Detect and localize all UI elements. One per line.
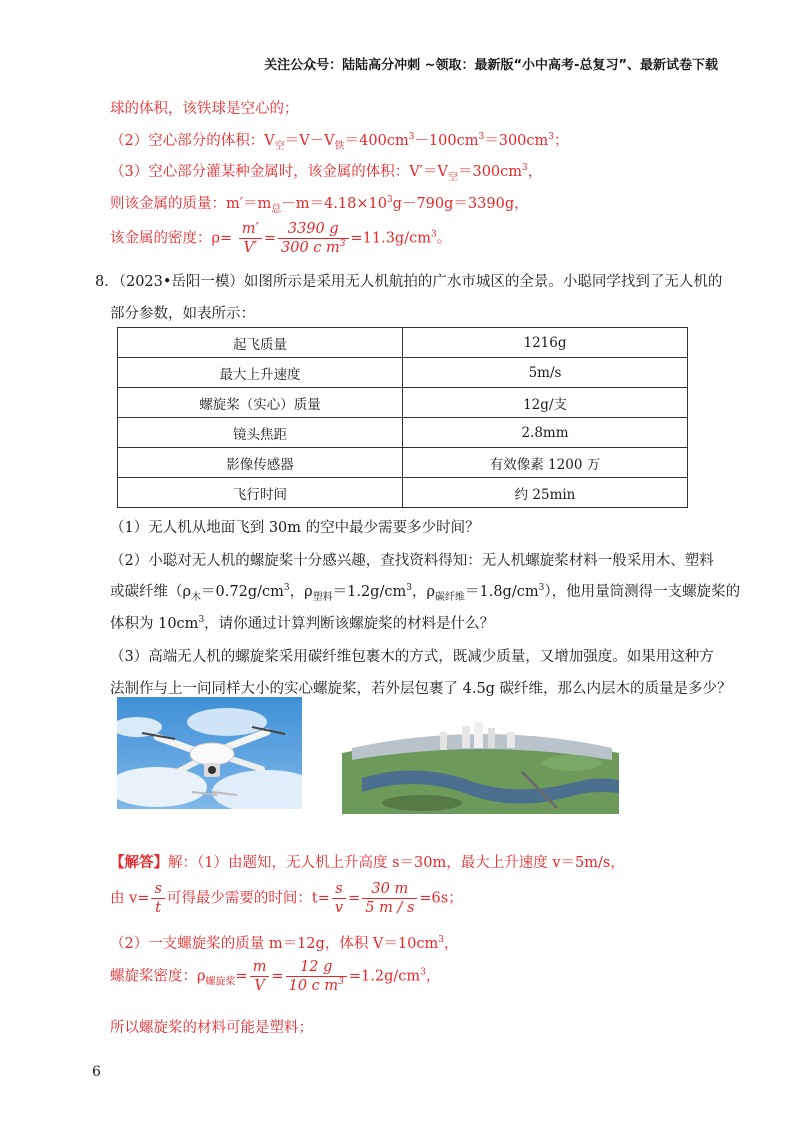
prev-answer-line-4: 则该金属的质量：$m'=m_总-m=4.18\times 10^3g-790g=3390g$，: [110, 195, 529, 215]
param-value-cell: 有效像素 1200 万: [403, 448, 688, 478]
param-name-cell: 螺旋桨（实心）质量: [118, 388, 403, 418]
param-name-cell: 最大上升速度: [118, 358, 403, 388]
answer-line-2: 由 v= $\frac{s}{t}$ 可得最少需要的时间：t= $\frac{s}{v}$ = $\frac{30 m}{5 m / s}$ =6s；: [110, 881, 463, 916]
question-8-part-3-line-2: 法制作与上一问同样大小的实心螺旋桨，若外层包裹了 4.5g 碳纤维，那么内层木的质量是多少？: [110, 681, 732, 697]
drone-parameter-table: [117, 327, 688, 508]
answer-tag: 【解答】: [110, 854, 168, 871]
answer-line-1: 【解答】解：（1）由题知，无人机上升高度 s＝30m，最大上升速度 v＝5m/s，: [110, 854, 625, 871]
question-8-part-1: （1）无人机从地面飞到 30m 的空中最少需要多少时间？: [110, 520, 480, 536]
prev-answer-line-5: 该金属的密度：ρ= $\frac{m'}{V'}$ = $\frac{3390 g}{300 c m^3}$ $=11.3g/cm^3$。: [110, 221, 452, 256]
param-name-cell: 镜头焦距: [118, 418, 403, 448]
fraction-3390-over-300: $\frac{3390 g}{300 c m^3}$: [278, 220, 349, 257]
param-value-cell: 约 25min: [403, 478, 688, 508]
prev-answer-line-2: （2）空心部分的体积：$V_空=V-V_铁=400cm^3-100cm^3=300cm^3$；: [110, 132, 569, 152]
answer-line-3: （2）一支螺旋桨的质量 m＝12g，体积 $V=10cm^3$，: [110, 935, 459, 952]
prev-answer-line-3: （3）空心部分灌某种金属时，该金属的体积：$V'=V_空=300cm^3$，: [110, 163, 543, 183]
table-row: [118, 388, 688, 418]
question-8-part-2-line-3: 体积为 $10cm^3$，请你通过计算判断该螺旋桨的材料是什么？: [110, 615, 495, 632]
table-row: [118, 328, 688, 358]
answer-line-5: 所以螺旋桨的材料可能是塑料；: [110, 1020, 313, 1036]
answer-line-4: 螺旋桨密度：$\rho_{螺旋桨}=$ $\frac{m}{V}$ = $\frac{12 g}{10 c m^3}$ $=1.2g/cm^3$，: [110, 959, 441, 994]
question-8-part-2-line-1: （2）小聪对无人机的螺旋桨十分感兴趣，查找资料得知：无人机螺旋桨材料一般采用木、塑料: [110, 553, 714, 569]
param-name-cell: 影像传感器: [118, 448, 403, 478]
param-value-cell: 1216g: [403, 328, 688, 358]
param-value-cell: 12g/支: [403, 388, 688, 418]
question-8-part-2-line-2: 或碳纤维（$\rho_木=0.72g/cm^3$，$\rho_{塑料}=1.2g/cm^3$，$\rho_{碳纤维}=1.8g/cm^3$），他用量筒测得一支螺旋桨的: [110, 583, 741, 603]
param-value-cell: 2.8mm: [403, 418, 688, 448]
question-8-line-2: 部分参数，如表所示：: [110, 306, 255, 322]
fraction-12g-over-10cm3: $\frac{12 g}{10 c m^3}$: [286, 958, 347, 995]
city-panorama-photo: [342, 708, 619, 814]
fraction-s-over-v: $\frac{s}{v}$: [332, 880, 346, 917]
table-row: [118, 478, 688, 508]
page-header: 关注公众号：陆陆高分冲刺 ~领取：最新版“小中高考-总复习”、最新试卷下载: [264, 58, 718, 73]
question-8-line-1: 8．（2023•岳阳一模）如图所示是采用无人机航拍的广水市城区的全景。小聪同学找到了无人机的: [95, 274, 723, 290]
page-number: 6: [92, 1064, 101, 1080]
fraction-s-over-t: $\frac{s}{t}$: [151, 880, 164, 917]
table-row: [118, 448, 688, 478]
fraction-m-prime-over-v-prime: $\frac{m'}{V'}$: [239, 220, 262, 257]
param-name-cell: 飞行时间: [118, 478, 403, 508]
table-row: [118, 418, 688, 448]
param-value-cell: 5m/s: [403, 358, 688, 388]
drone-photo: [117, 697, 302, 809]
question-8-part-3-line-1: （3）高端无人机的螺旋桨采用碳纤维包裹木的方式，既减少质量，又增加强度。如果用这种方: [110, 649, 714, 665]
table-row: [118, 358, 688, 388]
prev-answer-line-1: 球的体积，该铁球是空心的；: [110, 101, 299, 117]
fraction-30m-over-5ms: $\frac{30 m}{5 m / s}$: [362, 880, 417, 917]
param-name-cell: 起飞质量: [118, 328, 403, 358]
fraction-m-over-v: $\frac{m}{V}$: [250, 958, 270, 995]
